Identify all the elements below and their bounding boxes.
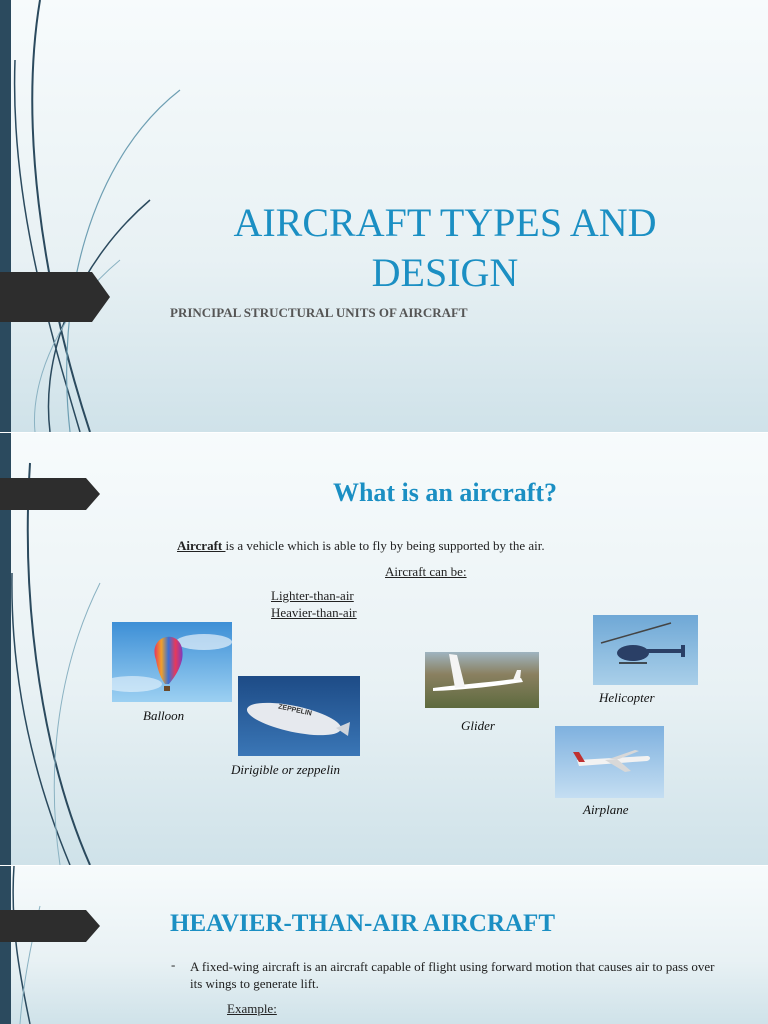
heavier-than-air-slide — [0, 866, 768, 1024]
left-accent-bar — [0, 0, 11, 432]
title-slide — [0, 0, 768, 432]
caption-balloon: Balloon — [143, 708, 185, 723]
helicopter-image — [593, 615, 698, 685]
caption-zeppelin: Dirigible or zeppelin — [231, 762, 341, 777]
left-accent-bar — [0, 866, 11, 1024]
definition-term: Aircraft — [177, 538, 226, 553]
caption-helicopter: Helicopter — [599, 690, 655, 705]
slide-tab-marker — [0, 910, 102, 942]
airplane-image — [555, 726, 664, 798]
slide-title: HEAVIER-THAN-AIR AIRCRAFT — [170, 910, 555, 937]
decorative-curves — [0, 866, 768, 1024]
glider-image — [425, 652, 539, 708]
aircraft-can-be: Aircraft can be: — [385, 564, 467, 579]
zeppelin-image — [238, 676, 360, 756]
dash-bullet: - — [171, 957, 176, 972]
definition-text — [177, 538, 545, 554]
caption-glider: Glider — [461, 718, 495, 733]
balloon-image — [112, 622, 232, 702]
option-heavier: Heavier-than-air — [271, 605, 357, 620]
caption-airplane: Airplane — [583, 802, 629, 817]
slide-title: AIRCRAFT TYPES AND DESIGN — [233, 200, 657, 295]
slide-title: What is an aircraft? — [332, 478, 558, 507]
example-label: Example: — [227, 1001, 277, 1016]
slide-tab-marker — [0, 272, 112, 322]
slide-subtitle: PRINCIPAL STRUCTURAL UNITS OF AIRCRAFT — [170, 305, 468, 320]
zeppelin-label: ZEPPELIN — [277, 703, 313, 718]
option-lighter: Lighter-than-air — [271, 588, 354, 603]
fixed-wing-description: A fixed-wing aircraft is an aircraft capable of flight using forward motion that causes air to pass over its wings to generate lift. — [190, 959, 715, 991]
definition-rest: is a vehicle which is able to fly by being supported by the air. — [225, 538, 545, 553]
slide-tab-marker — [0, 478, 102, 510]
